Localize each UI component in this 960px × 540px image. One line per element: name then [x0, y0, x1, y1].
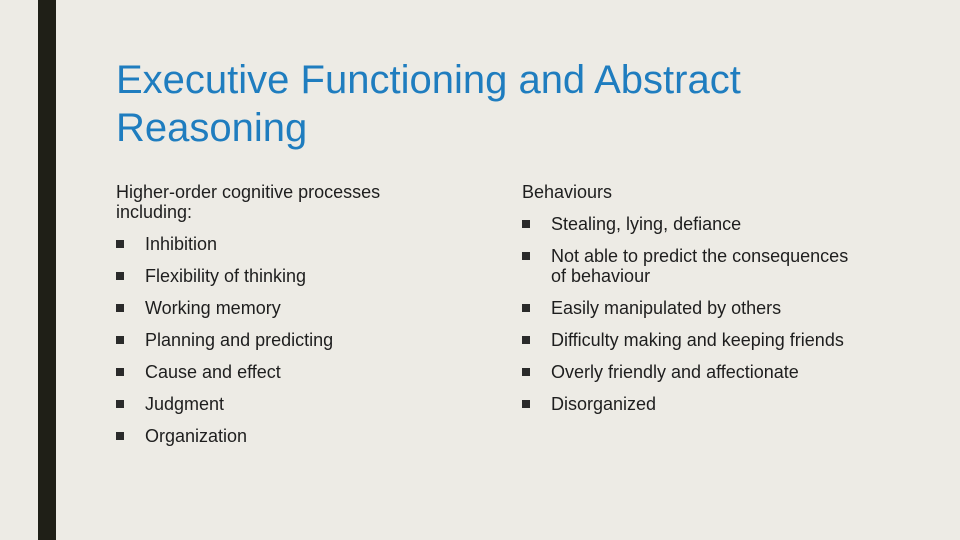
list-item	[116, 426, 446, 446]
list-item	[116, 266, 446, 286]
list-item	[522, 330, 852, 350]
left-bullet-list	[116, 234, 446, 446]
list-item	[116, 298, 446, 318]
square-bullet-icon	[116, 400, 124, 408]
list-item	[522, 214, 852, 234]
right-bullet-list	[522, 214, 852, 414]
square-bullet-icon	[116, 272, 124, 280]
right-column-intro: Behaviours	[522, 182, 613, 202]
square-bullet-icon	[116, 432, 124, 440]
list-item	[522, 246, 852, 286]
left-column-intro: Higher-order cognitive processes including:	[116, 182, 381, 222]
list-item-text: Difficulty making and keeping friends	[551, 330, 844, 350]
accent-bar	[38, 0, 56, 540]
list-item	[116, 362, 446, 382]
square-bullet-icon	[116, 304, 124, 312]
square-bullet-icon	[522, 400, 530, 408]
list-item	[116, 234, 446, 254]
list-item-text: Flexibility of thinking	[145, 266, 307, 286]
square-bullet-icon	[522, 220, 530, 228]
list-item-text: Disorganized	[551, 394, 657, 414]
list-item-text: Planning and predicting	[145, 330, 334, 350]
square-bullet-icon	[522, 304, 530, 312]
left-column	[116, 182, 446, 458]
square-bullet-icon	[522, 252, 530, 260]
square-bullet-icon	[522, 336, 530, 344]
list-item-text: Judgment	[145, 394, 225, 414]
list-item	[522, 298, 852, 318]
square-bullet-icon	[116, 336, 124, 344]
list-item-text: Organization	[145, 426, 248, 446]
list-item-text: Cause and effect	[145, 362, 281, 382]
right-column	[522, 182, 852, 426]
square-bullet-icon	[522, 368, 530, 376]
list-item-text: Working memory	[145, 298, 281, 318]
list-item-text: Stealing, lying, defiance	[551, 214, 742, 234]
list-item	[522, 362, 852, 382]
slide-title: Executive Functioning and Abstract Reasoning	[116, 58, 741, 150]
list-item	[522, 394, 852, 414]
list-item-text: Inhibition	[145, 234, 218, 254]
list-item	[116, 394, 446, 414]
list-item-text: Overly friendly and affectionate	[551, 362, 799, 382]
list-item-text: Easily manipulated by others	[551, 298, 782, 318]
list-item	[116, 330, 446, 350]
square-bullet-icon	[116, 368, 124, 376]
list-item-text: Not able to predict the consequences of behaviour	[551, 246, 849, 286]
square-bullet-icon	[116, 240, 124, 248]
